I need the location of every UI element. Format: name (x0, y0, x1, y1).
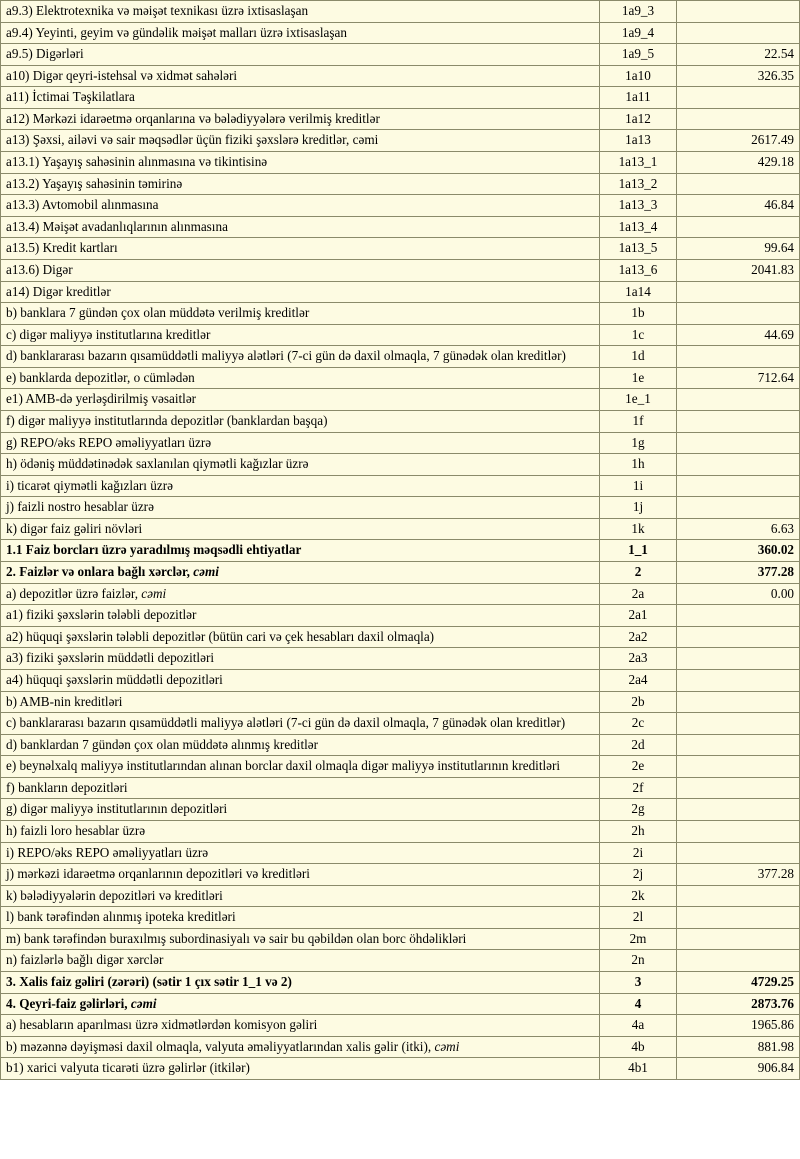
row-amount (677, 432, 800, 454)
row-amount (677, 475, 800, 497)
row-code: 2n (600, 950, 677, 972)
row-code: 4b1 (600, 1058, 677, 1080)
row-indicator-label: h) faizli loro hesablar üzrə (1, 820, 600, 842)
table-row (1, 1015, 800, 1037)
row-code: 2a (600, 583, 677, 605)
row-amount (677, 389, 800, 411)
row-indicator-label: a13.5) Kredit kartları (1, 238, 600, 260)
table-row (1, 605, 800, 627)
row-code: 2c (600, 713, 677, 735)
row-indicator-label: k) digər faiz gəliri növləri (1, 518, 600, 540)
row-amount (677, 346, 800, 368)
row-code: 2k (600, 885, 677, 907)
row-indicator-label: m) bank tərəfindən buraxılmış subordinasiyalı və sair bu qəbildən olan borc öhdəlikləri (1, 928, 600, 950)
row-code: 2m (600, 928, 677, 950)
table-row (1, 367, 800, 389)
table-row (1, 195, 800, 217)
row-indicator-label: k) bələdiyyələrin depozitləri və kreditləri (1, 885, 600, 907)
row-indicator-label: a10) Digər qeyri-istehsal və xidmət sahələri (1, 65, 600, 87)
table-row (1, 389, 800, 411)
row-indicator-label: a) hesabların aparılması üzrə xidmətlərdən komisyon gəliri (1, 1015, 600, 1037)
row-code: 2a3 (600, 648, 677, 670)
row-code: 1a9_5 (600, 44, 677, 66)
table-row (1, 44, 800, 66)
row-indicator-label: b) AMB-nin kreditləri (1, 691, 600, 713)
row-code: 2h (600, 820, 677, 842)
row-indicator-label: d) banklararası bazarın qısamüddətli maliyyə alətləri (7-ci gün də daxil olmaqla, 7 günədək olan kreditlər) (1, 346, 600, 368)
table-row (1, 238, 800, 260)
row-indicator-label: a11) İctimai Təşkilatlara (1, 87, 600, 109)
table-row (1, 842, 800, 864)
row-code: 1a11 (600, 87, 677, 109)
row-code: 1i (600, 475, 677, 497)
row-code: 1a13 (600, 130, 677, 152)
row-code: 2g (600, 799, 677, 821)
row-amount (677, 756, 800, 778)
row-code: 2b (600, 691, 677, 713)
table-row (1, 108, 800, 130)
table-row (1, 993, 800, 1015)
row-amount: 6.63 (677, 518, 800, 540)
row-indicator-label: a13.2) Yaşayış sahəsinin təmirinə (1, 173, 600, 195)
row-indicator-label: b) banklara 7 gündən çox olan müddətə verilmiş kreditlər (1, 303, 600, 325)
table-row (1, 173, 800, 195)
table-row (1, 324, 800, 346)
row-amount: 2873.76 (677, 993, 800, 1015)
table-row (1, 756, 800, 778)
row-amount (677, 108, 800, 130)
row-code: 2i (600, 842, 677, 864)
row-amount (677, 950, 800, 972)
row-amount: 0.00 (677, 583, 800, 605)
row-code: 1a9_3 (600, 1, 677, 23)
row-code: 2d (600, 734, 677, 756)
row-amount (677, 410, 800, 432)
table-row (1, 691, 800, 713)
row-amount (677, 281, 800, 303)
row-code: 1j (600, 497, 677, 519)
row-code: 2 (600, 562, 677, 584)
row-code: 1a10 (600, 65, 677, 87)
row-code: 1a12 (600, 108, 677, 130)
row-code: 1a13_5 (600, 238, 677, 260)
table-row (1, 648, 800, 670)
table-row (1, 907, 800, 929)
row-amount (677, 691, 800, 713)
row-amount: 4729.25 (677, 972, 800, 994)
row-indicator-label: j) mərkəzi idarəetmə orqanlarının depozitləri və kreditləri (1, 864, 600, 886)
table-row (1, 259, 800, 281)
row-code: 2l (600, 907, 677, 929)
row-indicator-label: g) REPO/əks REPO əməliyyatları üzrə (1, 432, 600, 454)
row-code: 2j (600, 864, 677, 886)
table-row (1, 799, 800, 821)
row-amount: 712.64 (677, 367, 800, 389)
row-indicator-label: c) banklararası bazarın qısamüddətli maliyyə alətləri (7-ci gün də daxil olmaqla, 7 günədək olan kreditlər) (1, 713, 600, 735)
row-amount: 429.18 (677, 152, 800, 174)
row-indicator-label: 4. Qeyri-faiz gəlirləri, cəmi (1, 993, 600, 1015)
row-indicator-label: a13.4) Məişət avadanlıqlarının alınmasına (1, 216, 600, 238)
row-indicator-label: 3. Xalis faiz gəliri (zərəri) (sətir 1 çıx sətir 1_1 və 2) (1, 972, 600, 994)
row-indicator-label: f) digər maliyyə institutlarında depozitlər (banklardan başqa) (1, 410, 600, 432)
table-row (1, 65, 800, 87)
table-body (1, 1, 800, 1080)
row-amount: 2617.49 (677, 130, 800, 152)
row-code: 1h (600, 454, 677, 476)
row-indicator-label: a2) hüquqi şəxslərin tələbli depozitlər (bütün cari və çek hesabları daxil olmaqla) (1, 626, 600, 648)
row-code: 2a4 (600, 669, 677, 691)
row-amount: 906.84 (677, 1058, 800, 1080)
row-code: 1a13_2 (600, 173, 677, 195)
row-amount: 377.28 (677, 864, 800, 886)
row-indicator-label: 2. Faizlər və onlara bağlı xərclər, cəmi (1, 562, 600, 584)
row-amount (677, 87, 800, 109)
row-indicator-label: a4) hüquqi şəxslərin müddətli depozitləri (1, 669, 600, 691)
table-row (1, 432, 800, 454)
row-indicator-label: a13.1) Yaşayış sahəsinin alınmasına və tikintisinə (1, 152, 600, 174)
row-indicator-label: e) banklarda depozitlər, o cümlədən (1, 367, 600, 389)
row-code: 4 (600, 993, 677, 1015)
table-row (1, 152, 800, 174)
row-amount: 377.28 (677, 562, 800, 584)
row-indicator-label: a1) fiziki şəxslərin tələbli depozitlər (1, 605, 600, 627)
row-amount (677, 216, 800, 238)
row-code: 1f (600, 410, 677, 432)
row-code: 2a1 (600, 605, 677, 627)
row-amount (677, 820, 800, 842)
table-row (1, 713, 800, 735)
table-row (1, 972, 800, 994)
table-row (1, 346, 800, 368)
row-amount (677, 22, 800, 44)
row-code: 1e (600, 367, 677, 389)
row-amount: 326.35 (677, 65, 800, 87)
table-row (1, 1058, 800, 1080)
row-amount: 360.02 (677, 540, 800, 562)
row-code: 1a13_3 (600, 195, 677, 217)
row-indicator-label: a13) Şəxsi, ailəvi və sair məqsədlər üçün fiziki şəxslərə kreditlər, cəmi (1, 130, 600, 152)
row-amount (677, 928, 800, 950)
row-amount (677, 842, 800, 864)
row-amount: 22.54 (677, 44, 800, 66)
row-indicator-label: f) bankların depozitləri (1, 777, 600, 799)
row-amount (677, 605, 800, 627)
row-indicator-label: b1) xarici valyuta ticarəti üzrə gəlirlər (itkilər) (1, 1058, 600, 1080)
table-row (1, 864, 800, 886)
row-amount (677, 734, 800, 756)
row-indicator-label: l) bank tərəfindən alınmış ipoteka kreditləri (1, 907, 600, 929)
row-code: 1a13_6 (600, 259, 677, 281)
row-indicator-label: a9.5) Digərləri (1, 44, 600, 66)
row-amount (677, 497, 800, 519)
row-amount (677, 713, 800, 735)
row-code: 1e_1 (600, 389, 677, 411)
table-row (1, 734, 800, 756)
row-amount: 881.98 (677, 1036, 800, 1058)
row-code: 1a9_4 (600, 22, 677, 44)
row-amount: 46.84 (677, 195, 800, 217)
table-row (1, 928, 800, 950)
table-row (1, 22, 800, 44)
table-row (1, 583, 800, 605)
table-row (1, 475, 800, 497)
row-indicator-label: j) faizli nostro hesablar üzrə (1, 497, 600, 519)
row-amount: 1965.86 (677, 1015, 800, 1037)
row-amount (677, 648, 800, 670)
row-indicator-label: a9.3) Elektrotexnika və məişət texnikası üzrə ixtisaslaşan (1, 1, 600, 23)
row-indicator-label: a13.6) Digər (1, 259, 600, 281)
row-amount (677, 885, 800, 907)
table-row (1, 518, 800, 540)
row-amount (677, 626, 800, 648)
row-indicator-label: c) digər maliyyə institutlarına kreditlər (1, 324, 600, 346)
table-row (1, 950, 800, 972)
row-amount (677, 799, 800, 821)
row-code: 1g (600, 432, 677, 454)
table-row (1, 1, 800, 23)
row-amount (677, 777, 800, 799)
row-indicator-label: n) faizlərlə bağlı digər xərclər (1, 950, 600, 972)
table-row (1, 669, 800, 691)
row-indicator-label: b) məzənnə dəyişməsi daxil olmaqla, valyuta əməliyyatlarından xalis gəlir (itki), cəmi (1, 1036, 600, 1058)
row-indicator-label: 1.1 Faiz borcları üzrə yaradılmış məqsədli ehtiyatlar (1, 540, 600, 562)
row-code: 1a13_1 (600, 152, 677, 174)
row-amount (677, 1, 800, 23)
row-amount: 99.64 (677, 238, 800, 260)
table-row (1, 87, 800, 109)
row-code: 4a (600, 1015, 677, 1037)
row-indicator-label: a9.4) Yeyinti, geyim və gündəlik məişət malları üzrə ixtisaslaşan (1, 22, 600, 44)
row-code: 2f (600, 777, 677, 799)
row-indicator-label: h) ödəniş müddətinədək saxlanılan qiymətli kağızlar üzrə (1, 454, 600, 476)
table-row (1, 885, 800, 907)
row-code: 1d (600, 346, 677, 368)
row-indicator-label: g) digər maliyyə institutlarının depozitləri (1, 799, 600, 821)
row-amount: 44.69 (677, 324, 800, 346)
row-amount: 2041.83 (677, 259, 800, 281)
row-code: 4b (600, 1036, 677, 1058)
row-amount (677, 669, 800, 691)
row-amount (677, 173, 800, 195)
table-row (1, 130, 800, 152)
row-indicator-label: a) depozitlər üzrə faizlər, cəmi (1, 583, 600, 605)
table-row (1, 777, 800, 799)
row-code: 1a14 (600, 281, 677, 303)
row-indicator-label: i) REPO/əks REPO əməliyyatları üzrə (1, 842, 600, 864)
table-row (1, 820, 800, 842)
row-code: 1c (600, 324, 677, 346)
row-code: 1b (600, 303, 677, 325)
row-amount (677, 907, 800, 929)
table-row (1, 281, 800, 303)
row-code: 1_1 (600, 540, 677, 562)
row-indicator-label: e) beynəlxalq maliyyə institutlarından alınan borclar daxil olmaqla digər maliyyə institutlarının kreditləri (1, 756, 600, 778)
row-indicator-label: a3) fiziki şəxslərin müddətli depozitləri (1, 648, 600, 670)
table-row (1, 540, 800, 562)
table-row (1, 303, 800, 325)
row-indicator-label: i) ticarət qiymətli kağızları üzrə (1, 475, 600, 497)
row-code: 2e (600, 756, 677, 778)
row-indicator-label: e1) AMB-də yerləşdirilmiş vəsaitlər (1, 389, 600, 411)
table-row (1, 216, 800, 238)
row-amount (677, 303, 800, 325)
row-code: 3 (600, 972, 677, 994)
table-row (1, 626, 800, 648)
row-code: 1k (600, 518, 677, 540)
table-row (1, 562, 800, 584)
row-indicator-label: d) banklardan 7 gündən çox olan müddətə alınmış kreditlər (1, 734, 600, 756)
table-row (1, 1036, 800, 1058)
row-indicator-label: a12) Mərkəzi idarəetmə orqanlarına və bələdiyyələrə verilmiş kreditlər (1, 108, 600, 130)
table-row (1, 454, 800, 476)
row-code: 2a2 (600, 626, 677, 648)
table-row (1, 497, 800, 519)
row-indicator-label: a13.3) Avtomobil alınmasına (1, 195, 600, 217)
row-indicator-label: a14) Digər kreditlər (1, 281, 600, 303)
row-amount (677, 454, 800, 476)
table-row (1, 410, 800, 432)
row-code: 1a13_4 (600, 216, 677, 238)
